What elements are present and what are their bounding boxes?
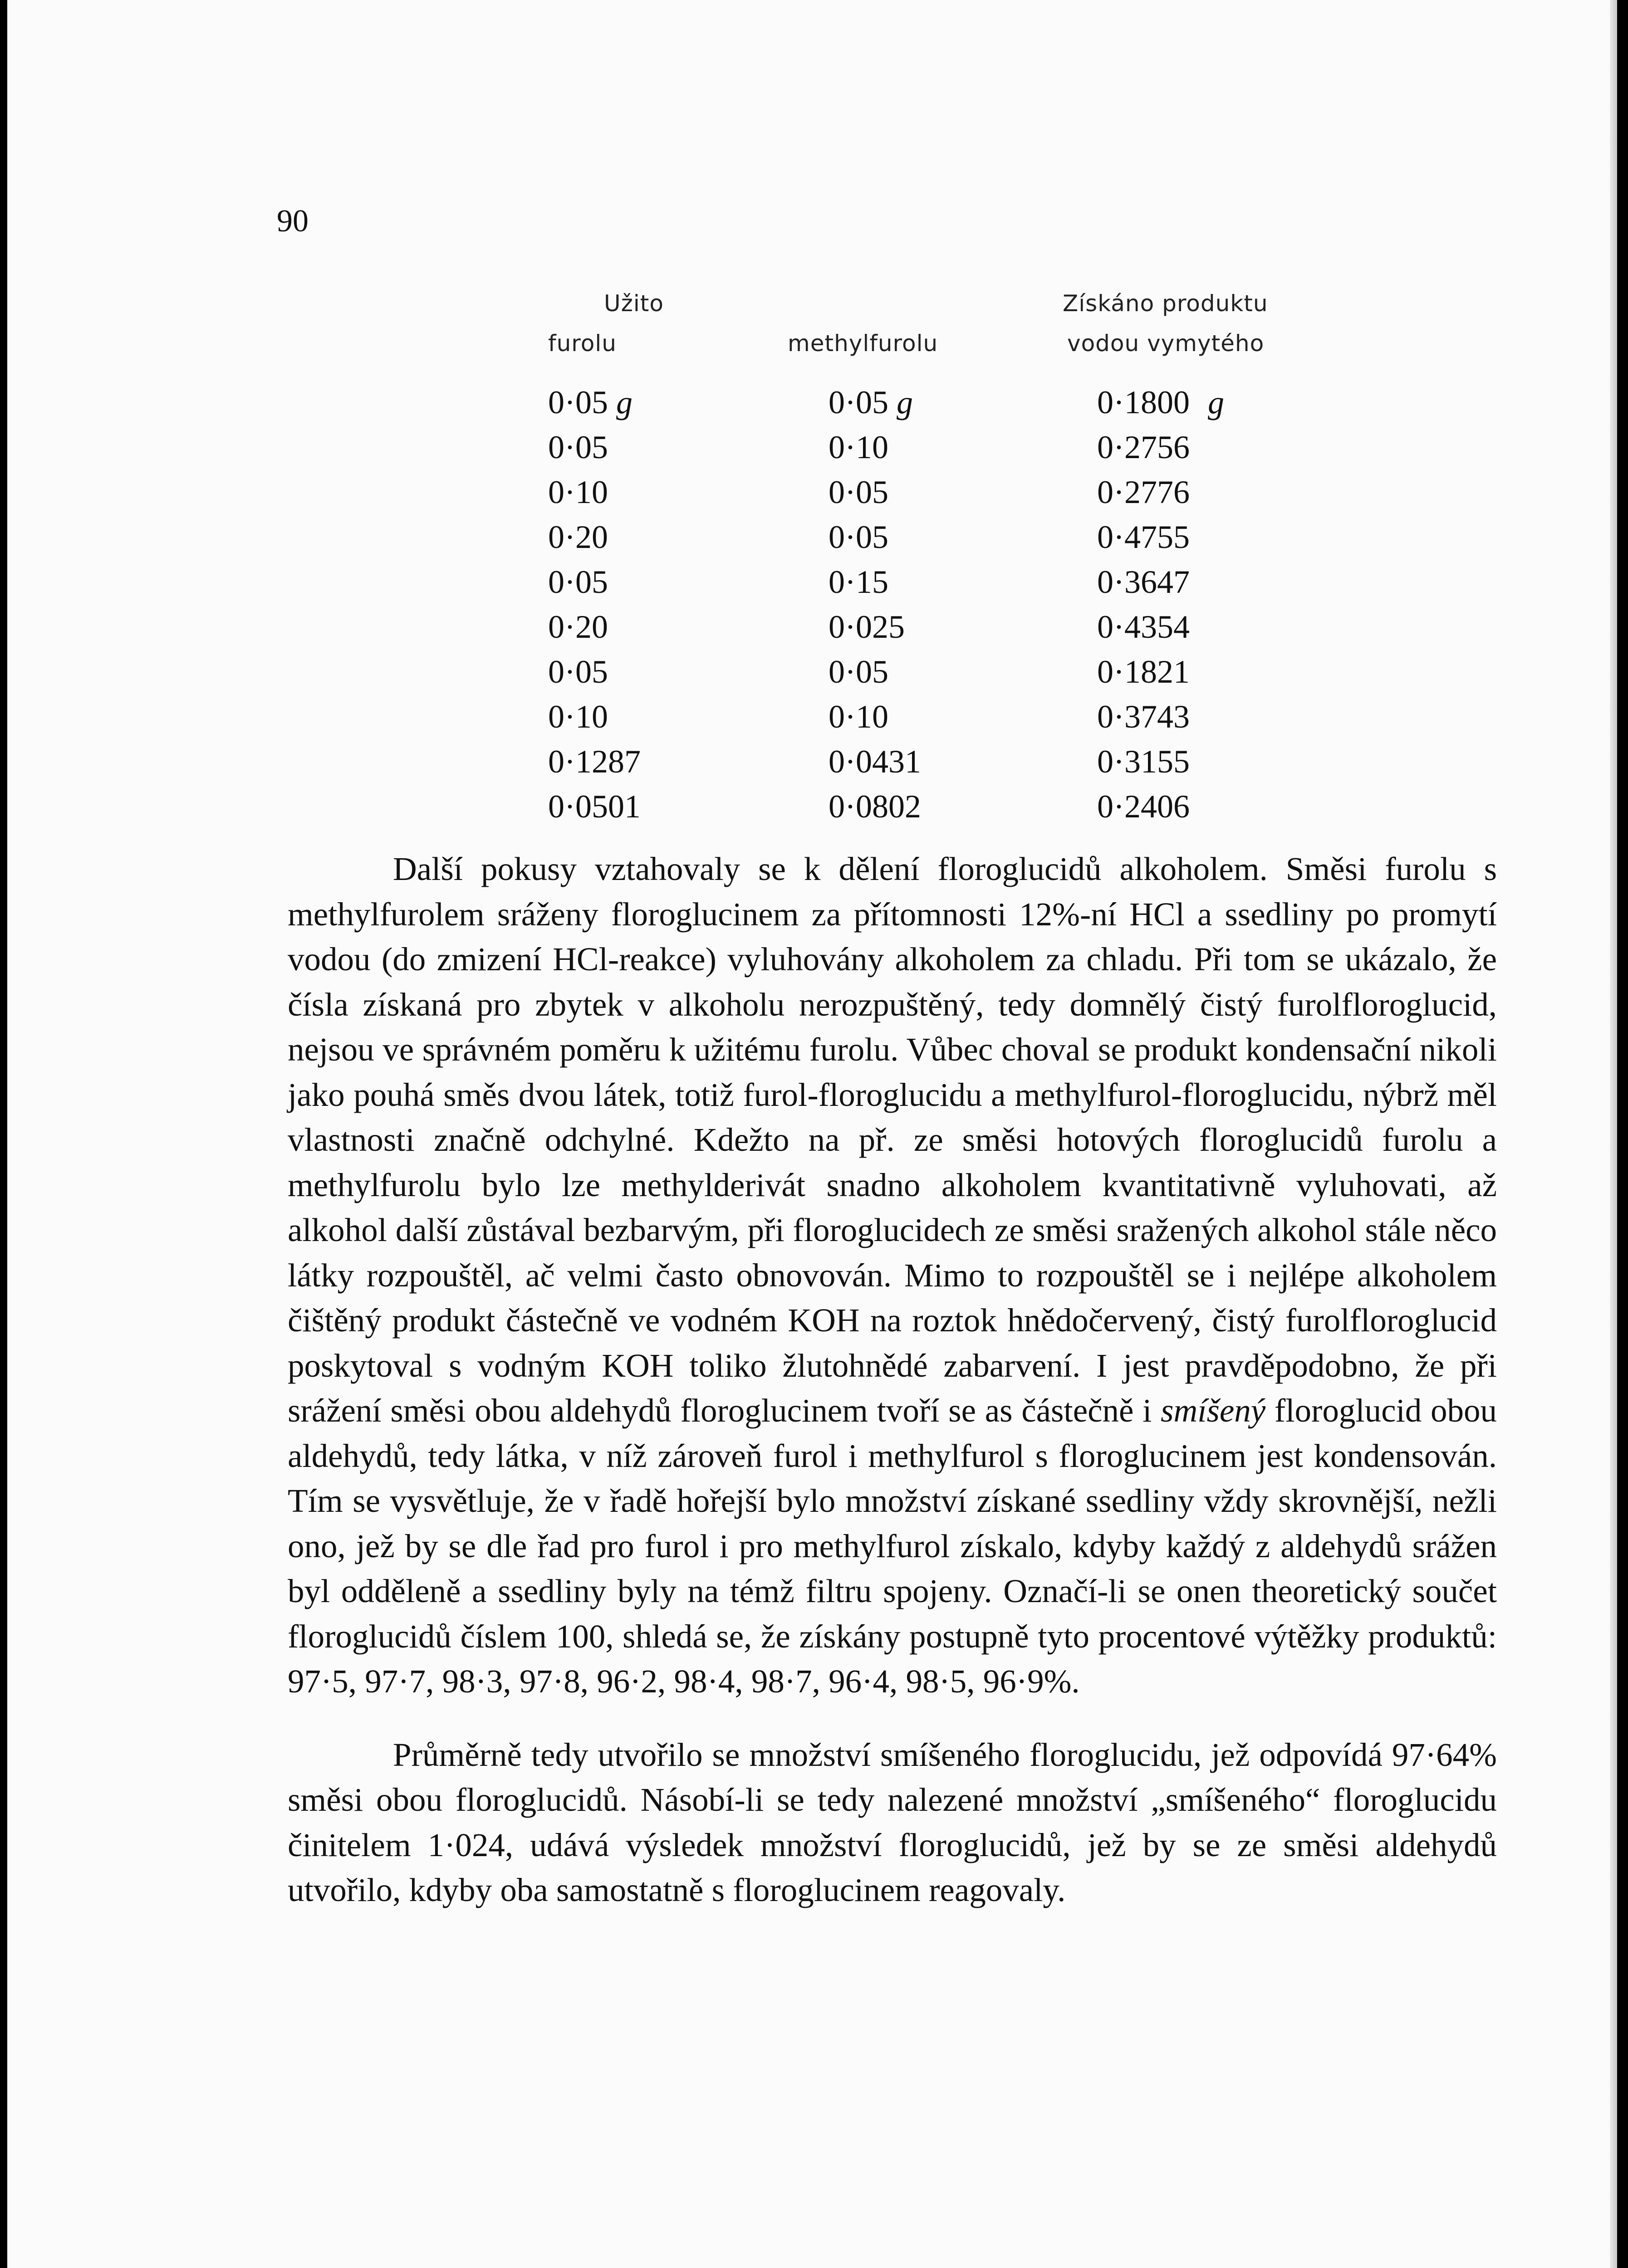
cell-value: 0·05 [548,429,608,465]
table-cell [1097,515,1415,560]
cell-value: 0·20 [548,609,608,645]
cell-value: 0·05 [829,384,888,420]
scanned-page [7,0,1617,2268]
paragraph: Další pokusy vztahovaly se k dělení floroglucidů alkoholem. Směsi furolu s methylfurolem sráženy floroglucinem za přítomnosti 12%-ní HCl a ssedliny po promytí vodou (do zmizení HCl-reakce) vyluhovány alkoholem za chladu. Při tom se ukázalo, že čísla získaná pro zbytek v alkoholu nerozpuštěný, tedy domnělý čistý furolfloroglucid, nejsou ve správném poměru k užitému furolu. Vůbec choval se produkt kondensační nikoli jako pouhá směs dvou látek, totiž furol-floroglucidu a methylfurol-floroglucidu, nýbrž měl vlastnosti značně odchylné. Kdežto na př. ze směsi hotových floroglucidů furolu a methylfurolu bylo lze methylderivát snadno alkoholem kvantitativně vyluhovati, až alkohol další zůstával bezbarvým, při floroglucidech ze směsi sražených alkohol stále něco látky rozpouštěl, ač velmi často obnovován. Mimo to rozpouštěl se i nejlépe alkoholem čištěný produkt částečně ve vodném KOH na roztok hnědočervený, čistý furolfloroglucid poskytoval s vodným KOH toliko žlutohnědé zabarvení. I jest pravděpodobno, že při srážení směsi obou aldehydů floroglucinem tvoří se as částečně i smíšený floroglucid obou aldehydů, tedy látka, v níž zároveň furol i methylfurol s floroglucinem jest kondensován. Tím se vysvětluje, že v řadě hořejší bylo množství získané ssedliny vždy skrovnější, nežli ono, jež by se dle řad pro furol i pro methylfurol získalo, kdyby každý z aldehydů srážen byl odděleně a ssedliny byly na témž filtru spojeny. Označí-li se onen theoretický součet floroglucidů číslem 100, shledá se, že získány postupně tyto procentové výtěžky produktů: 97·5, 97·7, 98·3, 97·8, 96·2, 98·4, 98·7, 96·4, 98·5, 96·9%. [288,850,1497,1700]
cell-value: 0·025 [829,609,905,645]
table-cell [1097,694,1415,739]
unit-label: g [616,384,633,420]
cell-value: 0·1800 [1097,384,1190,420]
cell-value: 0·05 [829,519,888,555]
table-cell [1097,605,1415,650]
cell-value: 0·10 [548,699,608,735]
cell-value: 0·4354 [1097,609,1190,645]
table-cell [548,784,866,829]
cell-value: 0·0431 [829,743,921,780]
table-cell [548,605,866,650]
cell-value: 0·3647 [1097,564,1190,600]
table-cell [1097,380,1415,425]
table-cell [548,425,866,470]
table-cell [548,380,866,425]
table-col-header-washed: vodou vymytého [1067,330,1265,357]
cell-value: 0·05 [548,384,608,420]
cell-value: 0·20 [548,519,608,555]
table-group-header-obtained: Získáno produktu [1063,290,1268,317]
cell-value: 0·3743 [1097,699,1190,735]
table-cell [1097,425,1415,470]
table-cell [548,650,866,694]
table-col-header-methylfurol: methylfurolu [788,330,938,357]
table-col-header-furol: furolu [548,330,617,357]
paragraph: Průměrně tedy utvořilo se množství smíšeného floroglucidu, jež odpovídá 97·64% směsi obou floroglucidů. Násobí-li se tedy nalezené množství „smíšeného“ floroglucidu činitelem 1·024, udává výsledek množství floroglucidů, jež by se ze směsi aldehydů utvořilo, kdyby oba samostatně s floroglucinem reagovaly. [288,1736,1497,1908]
table-cell [548,470,866,515]
table-cell [548,515,866,560]
page-number: 90 [277,204,309,239]
table-group-header-used: Užito [604,290,664,317]
table-cell [1097,470,1415,515]
table-column-product [1097,380,1415,829]
table-cell [1097,650,1415,694]
table-cell [1097,739,1415,784]
cell-value: 0·1287 [548,743,641,780]
body-text [288,846,1497,1913]
cell-value: 0·4755 [1097,519,1190,555]
cell-value: 0·15 [829,564,888,600]
table-cell [548,739,866,784]
cell-value: 0·2776 [1097,474,1190,510]
cell-value: 0·10 [548,474,608,510]
cell-value: 0·3155 [1097,743,1190,780]
cell-value: 0·10 [829,699,888,735]
unit-label: g [1207,384,1224,420]
table-column-furol [548,380,866,829]
table-cell [1097,560,1415,605]
cell-value: 0·1821 [1097,654,1190,690]
cell-value: 0·2756 [1097,429,1190,465]
cell-value: 0·05 [829,474,888,510]
table-cell [548,560,866,605]
unit-label: g [896,384,913,420]
cell-value: 0·2406 [1097,788,1190,825]
cell-value: 0·10 [829,429,888,465]
table-cell [1097,784,1415,829]
table-cell [548,694,866,739]
cell-value: 0·0802 [829,788,921,825]
cell-value: 0·0501 [548,788,641,825]
cell-value: 0·05 [548,564,608,600]
cell-value: 0·05 [548,654,608,690]
cell-value: 0·05 [829,654,888,690]
emphasis: smíšený [1161,1392,1266,1429]
